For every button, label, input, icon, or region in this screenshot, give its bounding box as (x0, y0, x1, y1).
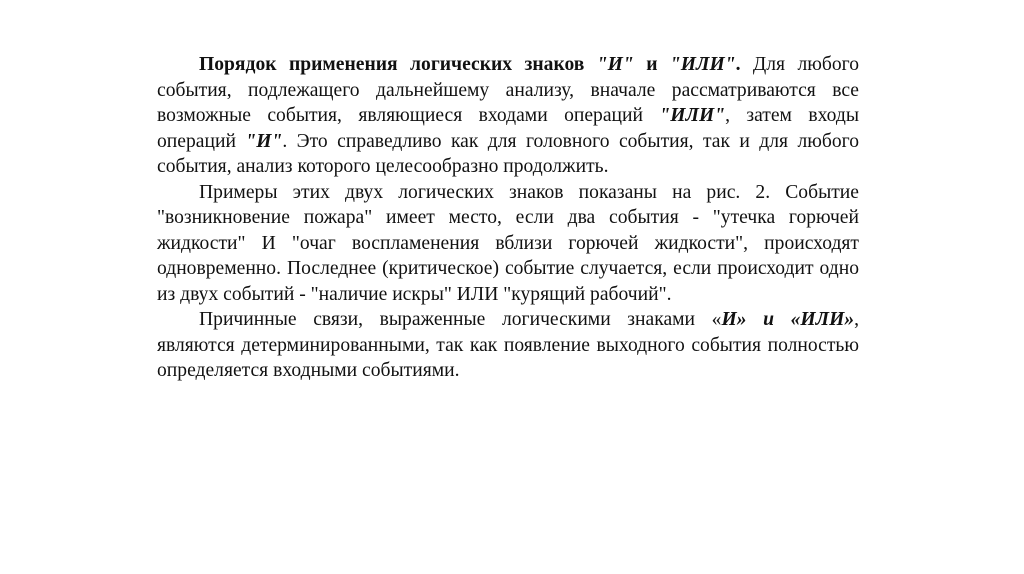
heading-period: . (735, 54, 741, 75)
and-or-signs-emphasis: И» и «ИЛИ» (721, 309, 855, 330)
paragraph-text: Примеры этих двух логических знаков показаны на рис. 2. Событие "возникновение пожара" имеет место, если два события - "утечка горючей жидкости" И "очаг воспламенения вблизи горючей жидкости", происходят одновременно. Последнее (критическое) событие случается, если происходит одно из двух событий - "наличие искры" ИЛИ "курящий рабочий". (157, 181, 859, 305)
or-sign-quote: "ИЛИ" (669, 54, 736, 75)
heading-conjunction: и (633, 54, 670, 75)
paragraph-order-of-logic-signs (157, 52, 859, 180)
or-sign-quote-inline: "ИЛИ" (659, 105, 726, 126)
paragraph-causal-links (157, 307, 859, 384)
paragraph-text: Для любого события, подлежащего дальнейшему анализу, вначале рассматриваются все возможные события, являющиеся входами операций (157, 54, 860, 126)
paragraph-text: . Это справедливо как для головного события, так и для любого события, анализ которого целесообразно продолжить. (157, 130, 859, 177)
paragraph-heading: Порядок применения логических знаков (199, 54, 597, 75)
paragraph-text: , затем входы операций (157, 105, 859, 152)
and-sign-quote-inline: "И" (245, 130, 283, 152)
paragraph-text: , являются детерминированными, так как появление выходного события полностью определяется входными событиями. (157, 309, 860, 381)
paragraph-examples (157, 180, 859, 308)
paragraph-text: Причинные связи, выраженные логическими знаками « (199, 309, 722, 330)
and-sign-quote: "И" (596, 54, 634, 75)
document-text (157, 52, 859, 384)
